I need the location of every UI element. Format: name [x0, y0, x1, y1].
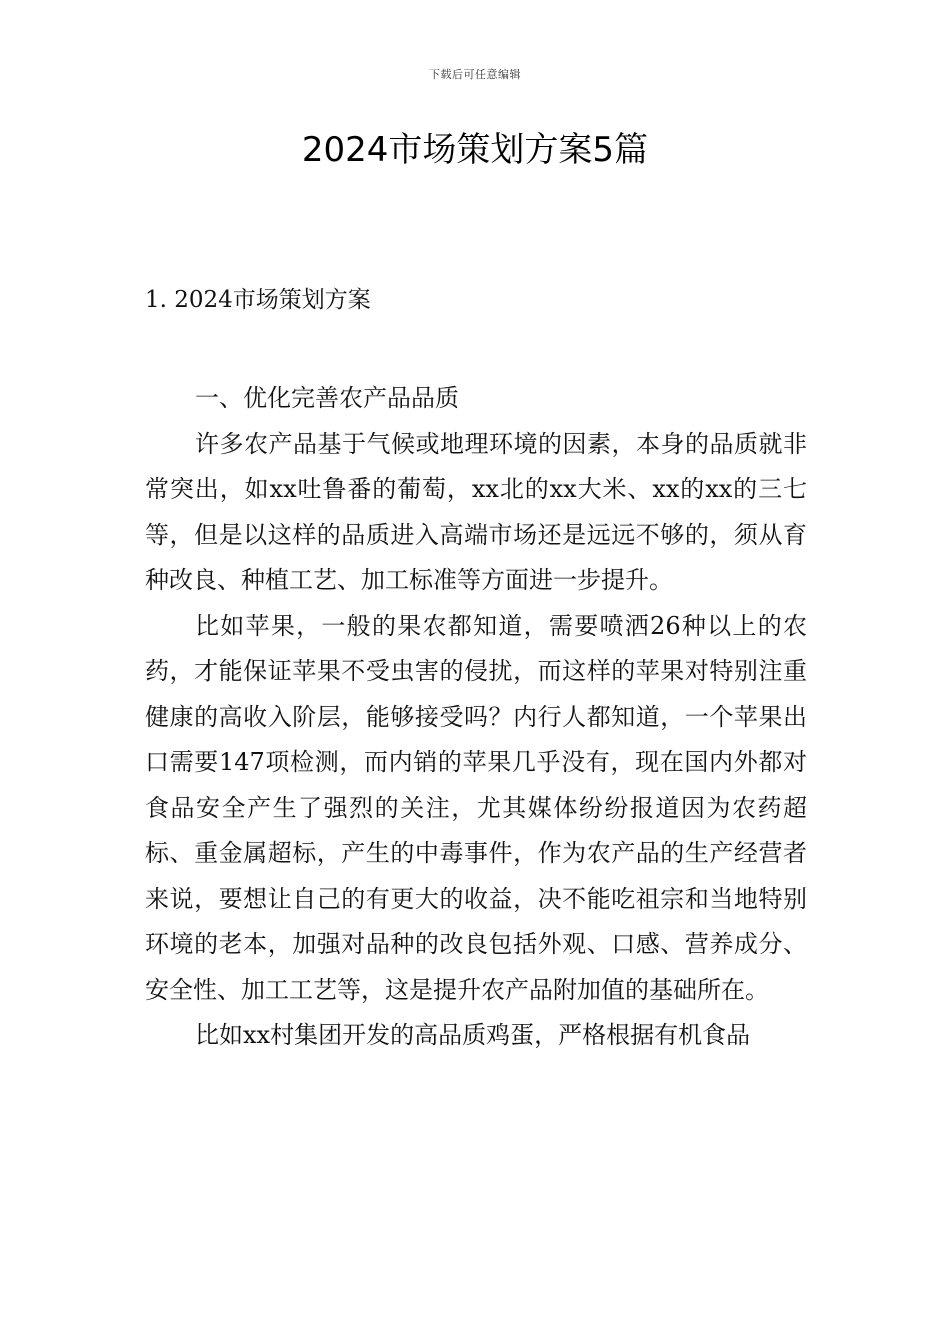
body-paragraph: 许多农产品基于气候或地理环境的因素，本身的品质就非常突出，如xx吐鲁番的葡萄，xx北的xx大米、xx的xx的三七等，但是以这样的品质进入高端市场还是远远不够的，须从育种改良、种植工艺、加工标准等方面进一步提升。	[145, 429, 807, 594]
body-paragraph: 比如xx村集团开发的高品质鸡蛋，严格根据有机食品	[195, 1021, 751, 1049]
subheading-paragraph: 一、优化完善农产品品质	[195, 384, 459, 412]
header-note: 下载后可任意编辑	[429, 68, 521, 81]
document-body	[145, 376, 807, 1059]
section-heading: 1. 2024市场策划方案	[145, 287, 371, 313]
body-paragraph: 比如苹果，一般的果农都知道，需要喷洒26种以上的农药，才能保证苹果不受虫害的侵扰，而这样的苹果对特别注重健康的高收入阶层，能够接受吗？内行人都知道，一个苹果出口需要147项检测，而内销的苹果几乎没有，现在国内外都对食品安全产生了强烈的关注，尤其媒体纷纷报道因为农药超标、重金属超标，产生的中毒事件，作为农产品的生产经营者来说，要想让自己的有更大的收益，决不能吃祖宗和当地特别环境的老本，加强对品种的改良包括外观、口感、营养成分、安全性、加工工艺等，这是提升农产品附加值的基础所在。	[145, 611, 807, 1004]
document-title: 2024市场策划方案5篇	[301, 130, 649, 170]
